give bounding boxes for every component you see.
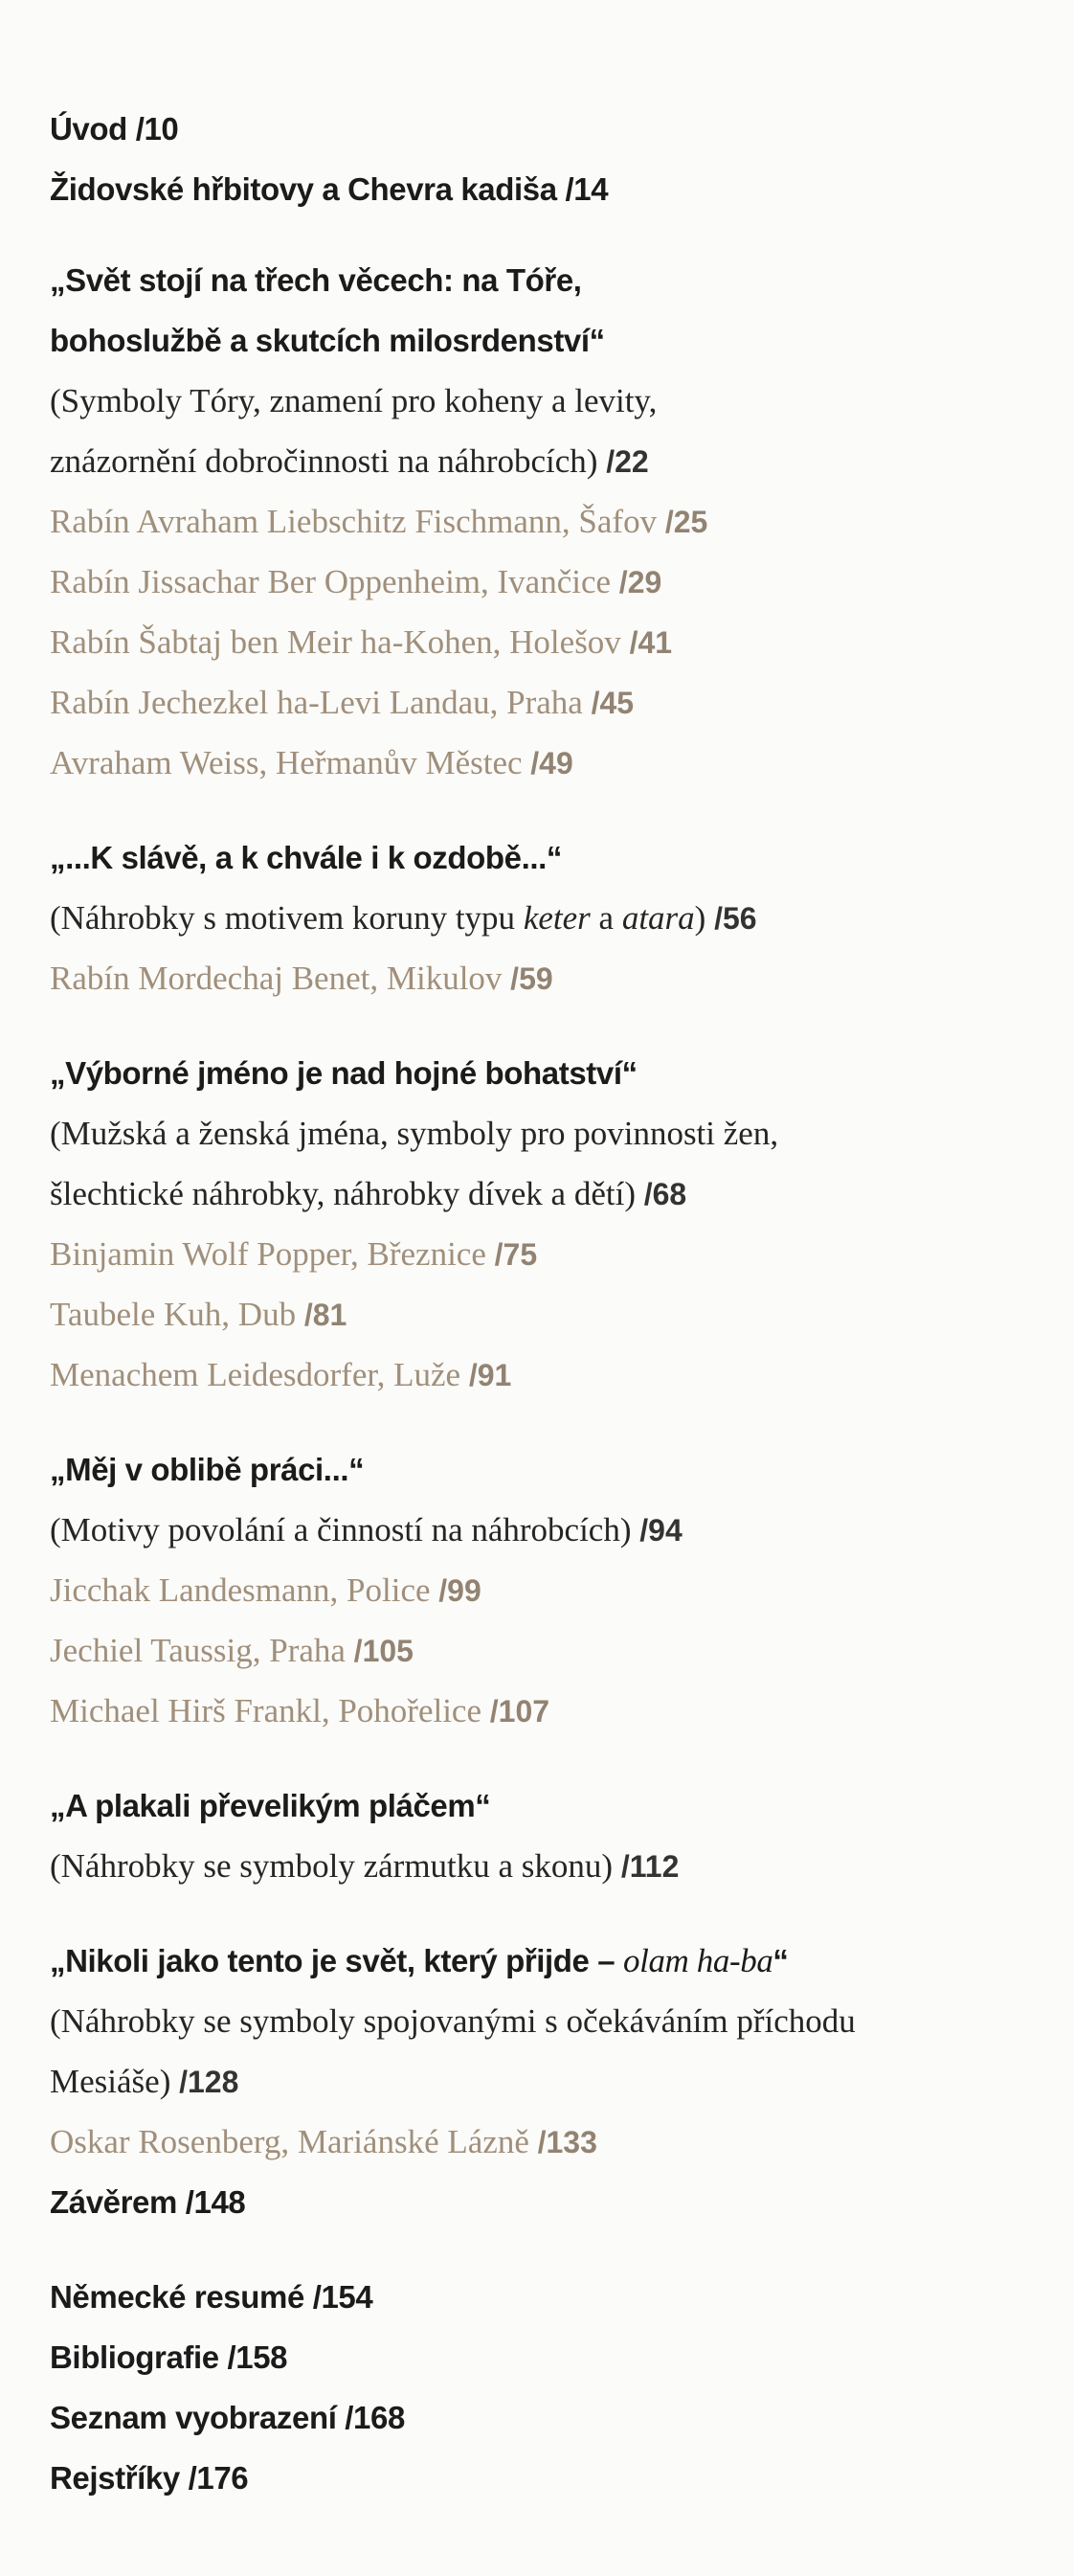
entry-page-number: /107 (489, 1694, 550, 1729)
section-title: „...K slávě, a k chvále i k ozdobě...“ (50, 840, 563, 875)
entry-page-number: /112 (620, 1849, 680, 1884)
entry-page-number: /91 (468, 1358, 512, 1392)
person-name: Rabín Mordechaj Benet, Mikulov (50, 960, 503, 997)
section-description: Mesiáše) (50, 2063, 171, 2100)
toc-person-entry[interactable] (50, 948, 1036, 1008)
toc-entry-illustrations[interactable] (50, 2387, 1036, 2448)
toc-entry-resume[interactable] (50, 2267, 1036, 2327)
toc-entry-section-1[interactable] (50, 431, 1036, 491)
section-title: „Nikoli jako tento je svět, který přijde – olam ha-ba“ (50, 1942, 789, 1979)
section-title: „A plakali převelikým pláčem“ (50, 1788, 491, 1823)
toc-entry-intro[interactable] (50, 99, 1036, 159)
entry-page-number: /59 (510, 961, 553, 996)
entry-page-number: /133 (537, 2125, 597, 2159)
person-name: Rabín Avraham Liebschitz Fischmann, Šafov (50, 503, 658, 540)
entry-page-number: /68 (643, 1177, 687, 1211)
toc-person-entry[interactable] (50, 1224, 1036, 1284)
entry-page-number: /94 (639, 1513, 682, 1548)
toc-person-entry[interactable] (50, 672, 1036, 733)
entry-page-number: /154 (312, 2279, 373, 2315)
person-name: Michael Hirš Frankl, Pohořelice (50, 1692, 482, 1729)
entry-page-number: /75 (494, 1237, 538, 1272)
section-description: (Náhrobky se symboly spojovanými s očekáváním příchodu (50, 2002, 856, 2040)
section-description: (Náhrobky se symboly zármutku a skonu) (50, 1847, 614, 1885)
person-name: Oskar Rosenberg, Mariánské Lázně (50, 2123, 529, 2160)
entry-page-number: /81 (303, 1298, 347, 1332)
person-name: Rabín Jissachar Ber Oppenheim, Ivančice (50, 563, 612, 600)
entry-page-number: /168 (345, 2400, 405, 2435)
entry-page-number: /99 (438, 1573, 481, 1608)
toc-entry-section-2[interactable] (50, 888, 1036, 948)
person-name: Rabín Šabtaj ben Meir ha-Kohen, Holešov (50, 623, 621, 661)
entry-page-number: /49 (530, 746, 573, 780)
entry-page-number: /56 (714, 901, 757, 936)
entry-page-number: /22 (606, 444, 649, 479)
section-description: (Motivy povolání a činností na náhrobcích) (50, 1511, 632, 1548)
person-name: Binjamin Wolf Popper, Březnice (50, 1235, 486, 1273)
toc-person-entry[interactable] (50, 1284, 1036, 1344)
toc-entry-section-6[interactable] (50, 2051, 1036, 2112)
toc-person-entry[interactable] (50, 1344, 1036, 1405)
toc-person-entry[interactable] (50, 733, 1036, 793)
toc-person-entry[interactable] (50, 2112, 1036, 2172)
entry-page-number: /158 (227, 2339, 288, 2375)
person-name: Avraham Weiss, Heřmanův Městec (50, 744, 523, 781)
section-description: (Náhrobky s motivem koruny typu keter a atara) (50, 899, 706, 937)
entry-page-number: /10 (135, 111, 179, 147)
section-description: šlechtické náhrobky, náhrobky dívek a dětí) (50, 1175, 636, 1212)
toc-entry-bibliography[interactable] (50, 2327, 1036, 2387)
entry-title: Židovské hřbitovy a Chevra kadiša (50, 171, 557, 207)
entry-page-number: /25 (664, 505, 708, 539)
entry-title: Seznam vyobrazení (50, 2400, 337, 2435)
entry-page-number: /29 (618, 565, 662, 599)
section-title: bohoslužbě a skutcích milosrdenství“ (50, 323, 605, 358)
toc-entry-cemeteries[interactable] (50, 159, 1036, 219)
toc-entry-section-3[interactable] (50, 1164, 1036, 1224)
section-title: „Měj v oblibě práci...“ (50, 1452, 365, 1487)
toc-entry-section-5[interactable] (50, 1836, 1036, 1896)
toc-person-entry[interactable] (50, 1620, 1036, 1681)
person-name: Rabín Jechezkel ha-Levi Landau, Praha (50, 684, 583, 721)
section-title: „Svět stojí na třech věcech: na Tóře, (50, 262, 582, 298)
entry-page-number: /41 (629, 625, 673, 660)
person-name: Menachem Leidesdorfer, Luže (50, 1356, 461, 1393)
toc-entry-conclusion[interactable] (50, 2172, 1036, 2232)
toc-person-entry[interactable] (50, 1681, 1036, 1741)
toc-entry-indexes[interactable] (50, 2448, 1036, 2508)
entry-title: Německé resumé (50, 2279, 304, 2315)
section-description: (Symboly Tóry, znamení pro koheny a levity, (50, 382, 658, 419)
toc-person-entry[interactable] (50, 552, 1036, 612)
entry-title: Bibliografie (50, 2339, 219, 2375)
toc-entry-section-4[interactable] (50, 1500, 1036, 1560)
person-name: Taubele Kuh, Dub (50, 1296, 297, 1333)
entry-page-number: /45 (591, 686, 635, 720)
entry-page-number: /105 (353, 1634, 414, 1668)
table-of-contents (50, 99, 1036, 2508)
entry-page-number: /14 (565, 171, 609, 207)
person-name: Jechiel Taussig, Praha (50, 1632, 346, 1669)
entry-page-number: /128 (179, 2065, 239, 2099)
entry-page-number: /176 (188, 2460, 249, 2496)
section-title: „Výborné jméno je nad hojné bohatství“ (50, 1055, 638, 1091)
toc-person-entry[interactable] (50, 1560, 1036, 1620)
entry-title: Úvod (50, 111, 127, 147)
person-name: Jicchak Landesmann, Police (50, 1571, 431, 1609)
section-description: znázornění dobročinnosti na náhrobcích) (50, 442, 598, 480)
entry-title: Závěrem (50, 2184, 177, 2220)
section-description: (Mužská a ženská jména, symboly pro povinnosti žen, (50, 1115, 779, 1152)
toc-person-entry[interactable] (50, 491, 1036, 552)
entry-page-number: /148 (185, 2184, 246, 2220)
entry-title: Rejstříky (50, 2460, 180, 2496)
toc-person-entry[interactable] (50, 612, 1036, 672)
